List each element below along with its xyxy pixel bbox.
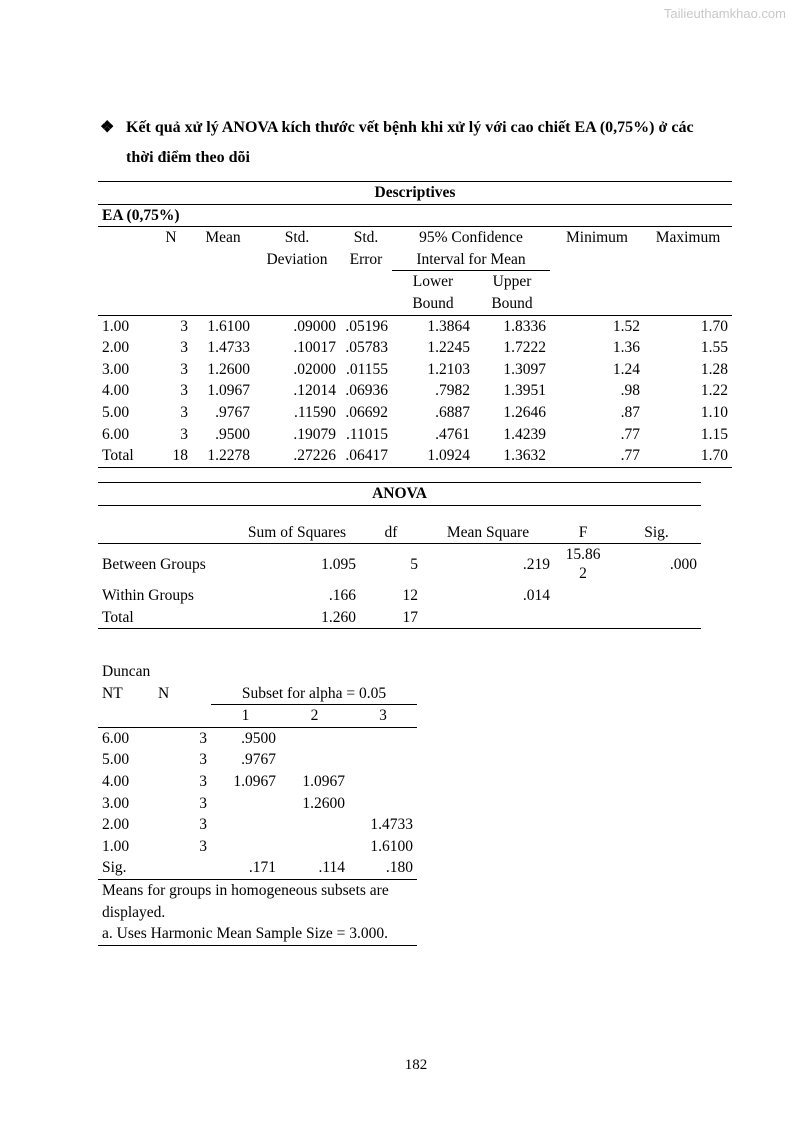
- cell-maximum: 1.10: [700, 403, 728, 421]
- cell-std-dev: .09000: [293, 317, 336, 335]
- cell-subset-3: [349, 749, 417, 771]
- cell-maximum: 1.28: [700, 360, 728, 378]
- cell-std-dev: .11590: [293, 403, 336, 421]
- cell-nt: 5.00: [102, 751, 130, 769]
- cell-group: 5.00: [102, 403, 130, 421]
- cell-mean: 1.2600: [207, 360, 250, 378]
- anova-table: [98, 482, 701, 629]
- cell-group: 6.00: [102, 425, 130, 443]
- header-upper: Upper: [492, 273, 532, 291]
- cell-subset-1: [211, 814, 280, 836]
- cell-nt: 2.00: [102, 816, 130, 834]
- cell-group: 2.00: [102, 339, 130, 357]
- cell-n: 3: [180, 339, 188, 357]
- header-std-err-2: Error: [349, 251, 383, 269]
- anova-df: 12: [402, 587, 418, 605]
- cell-nt: 1.00: [102, 837, 130, 855]
- cell-mean: 1.0967: [207, 382, 250, 400]
- cell-maximum: 1.15: [700, 425, 728, 443]
- table-row: [98, 402, 732, 424]
- header-subset-3: 3: [349, 705, 417, 728]
- anova-f-part-2: 2: [579, 565, 587, 583]
- cell-n: 3: [199, 794, 207, 812]
- cell-n: 3: [180, 360, 188, 378]
- header-sig: Sig.: [612, 522, 701, 544]
- cell-std-dev: .02000: [293, 360, 336, 378]
- cell-lower-bound: 1.2103: [427, 360, 470, 378]
- header-ci-2: Interval for Mean: [392, 249, 550, 271]
- heading-line-2: thời điểm theo dõi: [126, 149, 250, 166]
- cell-minimum: .77: [550, 445, 644, 467]
- header-std-err: Std.: [353, 229, 379, 247]
- cell-std-err: .06936: [345, 382, 388, 400]
- anova-df: 5: [410, 555, 418, 573]
- cell-subset-2: [280, 836, 349, 858]
- cell-upper-bound: 1.2646: [503, 403, 546, 421]
- cell-subset-2: 1.2600: [302, 794, 345, 812]
- table-row: [98, 380, 732, 402]
- table-row: [98, 607, 701, 629]
- descriptives-subtitle: EA (0,75%): [98, 204, 732, 227]
- cell-n: 3: [199, 772, 207, 790]
- cell-std-dev: .10017: [293, 339, 336, 357]
- cell-std-err: .01155: [345, 360, 388, 378]
- cell-nt: 6.00: [102, 729, 130, 747]
- table-row: [98, 814, 417, 836]
- table-row: [98, 445, 732, 467]
- duncan-table: [98, 661, 417, 946]
- header-subset: Subset for alpha = 0.05: [211, 683, 417, 705]
- anova-title: ANOVA: [98, 483, 701, 506]
- watermark: Tailieuthamkhao.com: [663, 6, 786, 21]
- header-min: Minimum: [565, 229, 628, 247]
- cell-n: 3: [180, 382, 188, 400]
- cell-n: 3: [180, 403, 188, 421]
- cell-std-dev: .12014: [293, 382, 336, 400]
- table-row: [98, 585, 701, 607]
- anova-row-label: Within Groups: [102, 587, 194, 605]
- cell-subset-2: 1.0967: [302, 772, 345, 790]
- cell-lower-bound: 1.2245: [427, 339, 470, 357]
- table-row: [98, 771, 417, 793]
- descriptives-table: [98, 181, 732, 468]
- cell-mean: 1.4733: [207, 339, 250, 357]
- cell-n: 3: [199, 751, 207, 769]
- cell-minimum: 1.36: [612, 339, 640, 357]
- cell-n: 18: [150, 445, 192, 467]
- cell-minimum: .77: [620, 425, 640, 443]
- cell-std-dev: .19079: [293, 425, 336, 443]
- anova-df: 17: [360, 607, 422, 629]
- anova-ms: .014: [522, 587, 550, 605]
- duncan-title: Duncan: [102, 663, 151, 680]
- header-sum-of-squares: Sum of Squares: [234, 522, 360, 544]
- cell-mean: 1.2278: [192, 445, 254, 467]
- cell-subset-2: [280, 749, 349, 771]
- cell-group: 1.00: [102, 317, 130, 335]
- cell-lower-bound: .4761: [435, 425, 470, 443]
- header-df: df: [360, 522, 422, 544]
- header-ci: 95% Confidence: [419, 229, 523, 247]
- cell-n: 3: [180, 425, 188, 443]
- anova-f-part-1: 15.86: [565, 546, 601, 564]
- cell-subset-3: [349, 793, 417, 815]
- page-number: 182: [404, 1057, 428, 1073]
- duncan-note-1: Means for groups in homogeneous subsets are displayed.: [102, 881, 389, 921]
- cell-group: 4.00: [102, 382, 130, 400]
- anova-ms: .219: [522, 555, 550, 573]
- cell-std-err: .06417: [340, 445, 392, 467]
- cell-lower-bound: .6887: [435, 403, 470, 421]
- header-lower: Lower: [412, 273, 454, 291]
- table-row: [98, 315, 732, 337]
- cell-maximum: 1.22: [700, 382, 728, 400]
- cell-n: 3: [199, 729, 207, 747]
- table-row: [98, 424, 732, 446]
- sig-subset-1: .171: [211, 857, 280, 879]
- cell-subset-3: [349, 727, 417, 749]
- header-std-dev: Std.: [284, 229, 310, 247]
- cell-minimum: .98: [620, 382, 640, 400]
- cell-nt: 3.00: [102, 794, 130, 812]
- anova-row-label: Total: [98, 607, 234, 629]
- cell-subset-1: .9767: [241, 751, 276, 769]
- cell-std-err: .11015: [345, 425, 388, 443]
- cell-maximum: 1.70: [644, 445, 732, 467]
- cell-mean: .9767: [215, 403, 250, 421]
- cell-subset-1: 1.0967: [233, 772, 276, 790]
- table-row: [98, 359, 732, 381]
- cell-lower-bound: 1.3864: [427, 317, 470, 335]
- header-mean-square: Mean Square: [422, 522, 554, 544]
- header-mean: Mean: [205, 229, 241, 247]
- cell-upper-bound: 1.7222: [503, 339, 546, 357]
- cell-maximum: 1.55: [700, 339, 728, 357]
- section-heading: [100, 113, 765, 173]
- cell-upper-bound: 1.4239: [503, 425, 546, 443]
- table-row: [98, 544, 701, 586]
- cell-upper-bound: 1.3097: [503, 360, 546, 378]
- header-n: N: [158, 684, 170, 702]
- header-f: F: [554, 522, 612, 544]
- cell-minimum: .87: [620, 403, 640, 421]
- anova-ss: 1.260: [234, 607, 360, 629]
- cell-subset-2: [280, 814, 349, 836]
- header-subset-1: 1: [211, 705, 280, 728]
- cell-lower-bound: .7982: [435, 382, 470, 400]
- cell-std-err: .05783: [345, 339, 388, 357]
- cell-subset-3: [349, 771, 417, 793]
- cell-subset-1: .9500: [241, 729, 276, 747]
- cell-n: 3: [199, 837, 207, 855]
- cell-nt: 4.00: [102, 772, 130, 790]
- cell-std-dev: .27226: [254, 445, 340, 467]
- cell-group: 3.00: [102, 360, 130, 378]
- table-row: [98, 749, 417, 771]
- cell-minimum: 1.52: [612, 317, 640, 335]
- cell-upper-bound: 1.3951: [503, 382, 546, 400]
- anova-row-label: Between Groups: [102, 555, 206, 573]
- diamond-bullet-icon: ❖: [100, 119, 115, 136]
- cell-mean: .9500: [215, 425, 250, 443]
- cell-upper-bound: 1.8336: [503, 317, 546, 335]
- cell-n: 3: [180, 317, 188, 335]
- table-row: [98, 857, 417, 879]
- anova-sig: .000: [669, 555, 697, 573]
- sig-subset-3: .180: [349, 857, 417, 879]
- anova-ss: .166: [328, 587, 356, 605]
- cell-subset-3: 1.6100: [370, 837, 413, 855]
- cell-lower-bound: 1.0924: [392, 445, 474, 467]
- cell-subset-1: [211, 836, 280, 858]
- heading-line-1: Kết quả xử lý ANOVA kích thước vết bệnh khi xử lý với cao chiết EA (0,75%) ở các: [126, 119, 694, 136]
- header-subset-2: 2: [280, 705, 349, 728]
- sig-label: Sig.: [98, 857, 154, 879]
- table-row: [98, 727, 417, 749]
- anova-f: [554, 544, 612, 586]
- anova-ss: 1.095: [321, 555, 356, 573]
- cell-group: Total: [98, 445, 150, 467]
- cell-mean: 1.6100: [207, 317, 250, 335]
- header-std-dev-2: Deviation: [266, 251, 328, 269]
- header-n: N: [165, 229, 177, 247]
- cell-n: 3: [199, 816, 207, 834]
- table-row: [98, 337, 732, 359]
- cell-minimum: 1.24: [612, 360, 640, 378]
- cell-subset-2: [280, 727, 349, 749]
- cell-upper-bound: 1.3632: [474, 445, 550, 467]
- header-nt: NT: [102, 684, 123, 702]
- cell-std-err: .06692: [345, 403, 388, 421]
- sig-subset-2: .114: [280, 857, 349, 879]
- duncan-note-2: a. Uses Harmonic Mean Sample Size = 3.000.: [98, 923, 417, 945]
- cell-subset-1: [211, 793, 280, 815]
- cell-std-err: .05196: [345, 317, 388, 335]
- table-row: [98, 793, 417, 815]
- header-upper-2: Bound: [474, 293, 550, 315]
- table-row: [98, 836, 417, 858]
- descriptives-title: Descriptives: [98, 182, 732, 205]
- header-max: Maximum: [655, 229, 721, 247]
- cell-subset-3: 1.4733: [370, 816, 413, 834]
- cell-maximum: 1.70: [700, 317, 728, 335]
- header-lower-2: Bound: [392, 293, 474, 315]
